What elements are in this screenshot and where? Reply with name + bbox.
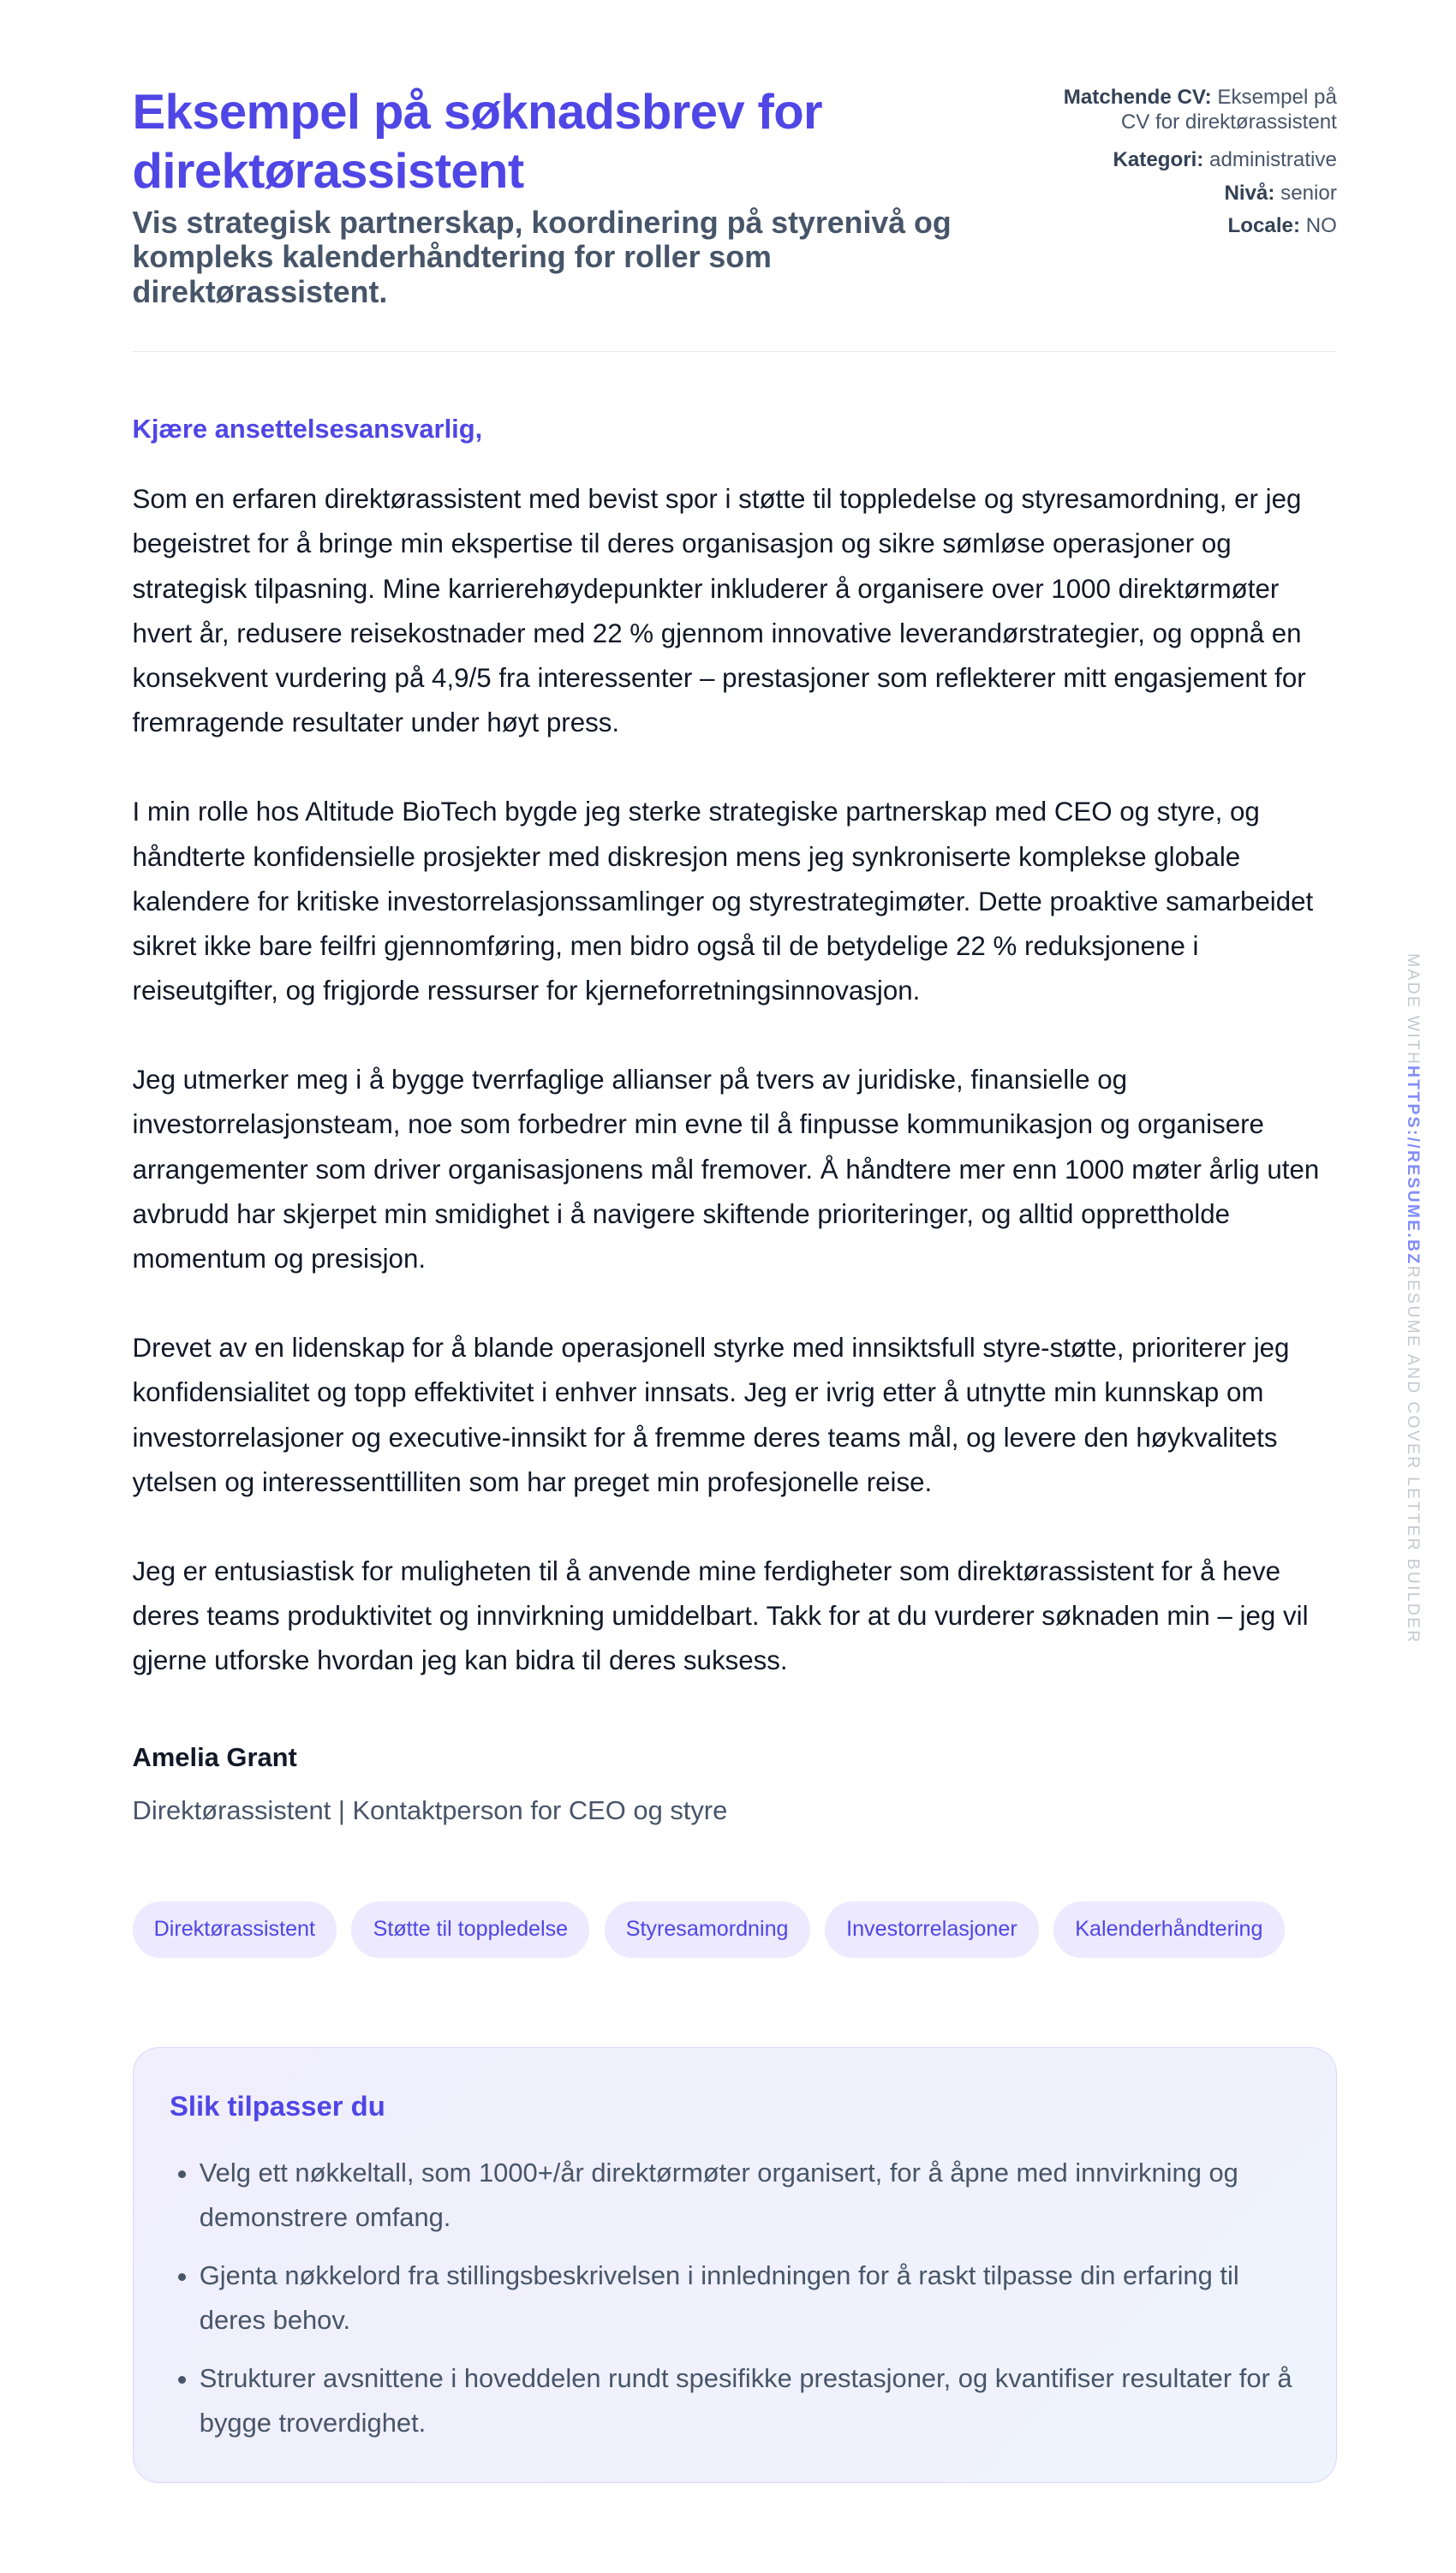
tag[interactable]: Styresamordning [605,1901,810,1958]
meta-label: Locale: [1227,214,1300,238]
tips-list [170,2151,1299,2445]
meta-label: Matchende CV: [1063,86,1212,110]
greeting: Kjære ansettelsesansvarlig, [132,414,483,445]
meta-level [1055,177,1336,211]
divider [133,351,1337,352]
tips-title: Slik tilpasser du [170,2089,385,2122]
meta-value: administrative [1209,148,1337,172]
side-banner-suffix: RESUME AND COVER LETTER BUILDER [1404,1265,1423,1645]
letter-body [133,477,1337,1683]
tip-item: • Gjenta nøkkelord fra stillingsbeskrivelsen i innledningen for å raskt tilpasse din erfaring til deres behov. [200,2254,1300,2343]
letter-paragraph: Jeg er entusiastisk for muligheten til å anvende mine ferdigheter som direktørassistent for å heve deres teams produktivitet og innvirkning umiddelbart. Takk for at du vurderer søknaden min – jeg vil gjerne utforske hvordan jeg kan bidra til deres suksess. [132,1556,1309,1676]
letter-paragraph: Som en erfaren direktørassistent med bevist spor i støtte til toppledelse og styresamordning, er jeg begeistret for å bringe min ekspertise til deres organisasjon og sikre sømløse operasjoner og strategisk tilpasning. Mine karrierehøydepunkter inkluderer å organisere over 1000 direktørmøter hvert år, redusere reisekostnader med 22 % gjennom innovative leverandørstrategier, og oppnå en konsekvent vurdering på 4,9/5 fra interessenter – prestasjoner som reflekterer mitt engasjement for fremragende resultater under høyt press. [132,484,1306,738]
tip-item: • Velg ett nøkkeltall, som 1000+/år direktørmøter organisert, for å åpne med innvirkning og demonstrere omfang. [200,2151,1300,2240]
tag[interactable]: Støtte til toppledelse [351,1901,589,1958]
meta-locale [1055,210,1336,243]
signature-role: Direktørassistent | Kontaktperson for CEO og styre [132,1795,728,1825]
page-title: Eksempel på søknadsbrev for direktørassistent [132,84,822,200]
tip-item: • Strukturer avsnittene i hoveddelen rundt spesifikke prestasjoner, og kvantifiser resultater for å bygge troverdighet. [200,2356,1300,2445]
meta-label: Kategori: [1113,148,1204,172]
tag[interactable]: Kalenderhåndtering [1053,1901,1284,1958]
meta-value: senior [1280,181,1337,205]
meta-matching-cv [1055,83,1336,136]
tag-list [133,1901,1337,1958]
meta-label: Nivå: [1224,181,1275,205]
tag[interactable]: Investorrelasjoner [825,1901,1039,1958]
side-banner-prefix: MADE WITH [1404,952,1423,1066]
side-banner-link[interactable]: HTTPS://RESUME.BZ [1404,1065,1423,1266]
title-block [133,83,1010,310]
document [133,83,1337,2483]
tips-box [133,2047,1337,2482]
letter-paragraph: Jeg utmerker meg i å bygge tverrfaglige allianser på tvers av juridiske, finansielle og investorrelasjonsteam, noe som forbedrer min evne til å finpusse kommunikasjon og organisere arrangementer som driver organisasjonens mål fremover. Å håndtere mer enn 1000 møter årlig uten avbrudd har skjerpet min smidighet i å navigere skiftende prioriteringer, og alltid opprettholde momentum og presisjon. [132,1065,1320,1274]
side-banner [1403,953,1422,1645]
letter-paragraph: Drevet av en lidenskap for å blande operasjonell styrke med innsiktsfull styre-støtte, prioriterer jeg konfidensialitet og topp effektivitet i enhver innsats. Jeg er ivrig etter å utnytte min kunnskap om investorrelasjoner og executive-innsikt for å fremme deres teams mål, og levere den høykvalitets ytelsen og interessenttilliten som har preget min profesjonelle reise. [132,1333,1290,1497]
tag[interactable]: Direktørassistent [133,1901,337,1958]
meta-category [1055,144,1336,177]
header [133,83,1337,310]
meta-value: Eksempel på CV for direktørassistent [1120,86,1337,134]
meta-info [1055,83,1336,243]
signature [133,1740,1337,1829]
letter-paragraph: I min rolle hos Altitude BioTech bygde jeg sterke strategiske partnerskap med CEO og styre, og håndterte konfidensielle prosjekter med diskresjon mens jeg synkroniserte komplekse globale kalendere for kritiske investorrelasjonssamlinger og styrestrategimøter. Dette proaktive samarbeidet sikret ikke bare feilfri gjennomføring, men bidro også til de betydelige 22 % reduksjonene i reiseutgifter, og frigjorde ressurser for kjerneforretningsinnovasjon. [132,797,1314,1006]
page-subtitle: Vis strategisk partnerskap, koordinering på styrenivå og kompleks kalenderhåndtering for roller som direktørassistent. [132,205,952,309]
signature-name: Amelia Grant [132,1742,297,1773]
meta-value: NO [1305,214,1337,238]
